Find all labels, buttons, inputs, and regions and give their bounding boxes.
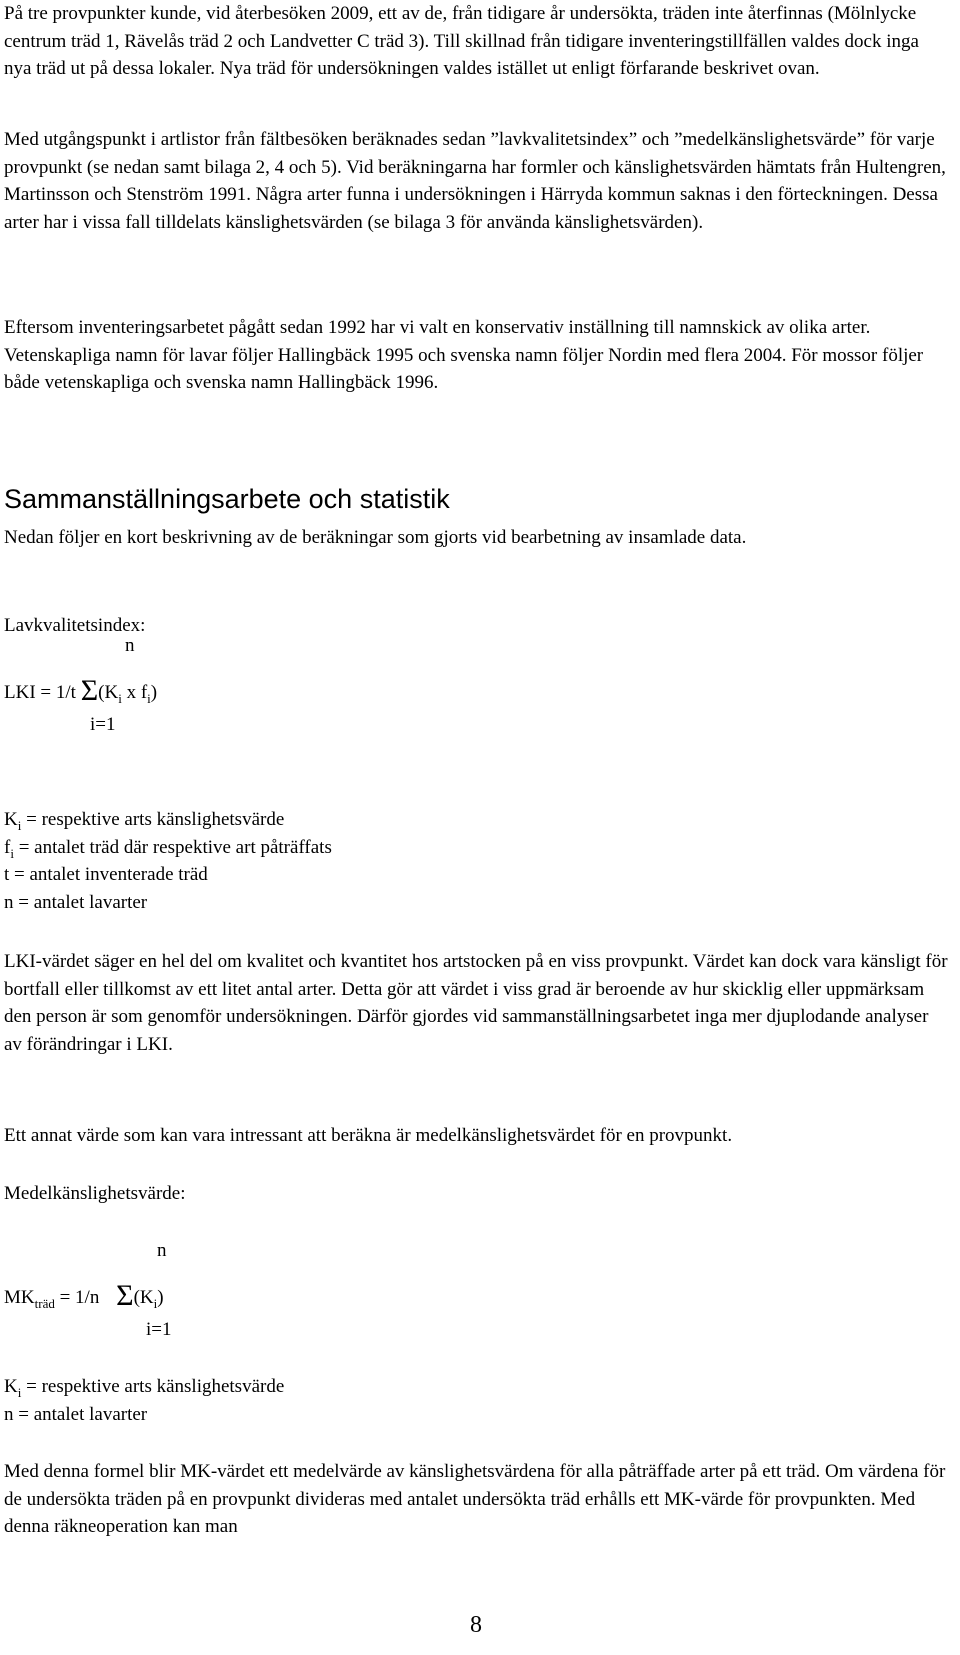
mk-upper-limit: n (157, 1240, 167, 1261)
lki-times: x f (121, 682, 148, 703)
mk-lhs-symbol: MK (4, 1287, 35, 1308)
mk-expression (4, 1280, 164, 1312)
lki-def-n: n = antalet lavarter (4, 891, 148, 913)
paragraph-index-calculation: Med utgångspunkt i artlistor från fältbesöken beräknades sedan ”lavkvalitetsindex” och ”medelkänslighetsvärde” för varje provpunkt (se nedan samt bilaga 2, 4 och 5). Vid beräkningarna har formler och känslighetsvärden hämtats från Hultengren, Martinsson och Stenström 1991. Några arter funna i undersökningen i Härryda kommun saknas i den förteckningen. Dessa arter har i vissa fall tilldelats känslighetsvärden (se bilaga 3 för använda känslighetsvärden). (4, 129, 946, 233)
lki-definitions (4, 806, 332, 916)
lki-term-close: ) (150, 682, 158, 703)
sigma-icon: Σ (80, 674, 99, 707)
page-number: 8 (470, 1612, 482, 1638)
paragraph-mk-discussion: Med denna formel blir MK-värdet ett medelvärde av känslighetsvärdena för alla påträffade arter på ett träd. Om värdena för de undersökta träden på en provpunkt divideras med antalet undersökta träd erhålls ett MK-värde för provpunkten. Med denna räkneoperation kan man (4, 1461, 946, 1537)
lki-lower-limit: i=1 (90, 714, 116, 735)
lki-expression (4, 675, 157, 707)
mk-term-open: (K (133, 1287, 154, 1308)
mk-definitions (4, 1373, 284, 1428)
lki-label: Lavkvalitetsindex: (4, 615, 146, 636)
mk-lower-limit: i=1 (146, 1319, 172, 1340)
mk-def-n: n = antalet lavarter (4, 1403, 148, 1425)
mk-def-k: $K_i$ = respektive arts känslighetsvärde (4, 1376, 285, 1400)
lki-k-subscript: i (118, 691, 122, 706)
paragraph-nomenclature: Eftersom inventeringsarbetet pågått sedan 1992 har vi valt en konservativ inställning till namnskick av olika arter. Vetenskapliga namn för lavar följer Hallingbäck 1995 och svenska namn följer Nordin med flera 2004. För mossor följer både vetenskapliga och svenska namn Hallingbäck 1996. (4, 317, 924, 393)
paragraph-tree-revisits: På tre provpunkter kunde, vid återbesöken 2009, ett av de, från tidigare år undersökta, träden inte återfinnas (Mölnlycke centrum träd 1, Rävelås träd 2 och Landvetter C träd 3). Till skillnad från tidigare inventeringstillfällen valdes dock inga nya träd ut på dessa lokaler. Nya träd för undersökningen valdes istället ut enligt förfarande beskrivet ovan. (4, 3, 919, 79)
mk-lhs-subscript: träd (34, 1296, 55, 1311)
lki-def-f: $f_i$ = antalet träd där respektive art påträffats (4, 836, 332, 861)
mk-formula (4, 1237, 404, 1347)
lki-upper-limit: n (125, 635, 135, 656)
mk-k-subscript: i (153, 1296, 158, 1311)
section-heading: Sammanställningsarbete och statistik (4, 484, 450, 514)
sigma-icon: Σ (116, 1279, 134, 1312)
mk-lhs-rest: = 1/n (54, 1287, 100, 1308)
lki-f-subscript: i (147, 691, 151, 706)
lki-term-open: (K (98, 682, 119, 703)
lki-def-k: $K_i$ = respektive arts känslighetsvärde (4, 809, 285, 833)
lki-lhs: LKI = 1/t (4, 682, 76, 703)
lki-def-t: t = antalet inventerade träd (4, 864, 208, 885)
paragraph-lki-discussion: LKI-värdet säger en hel del om kvalitet och kvantitet hos artstocken på en viss provpunkt. Värdet kan dock vara känsligt för bortfall eller tillkomst av ett litet antal arter. Detta gör att värdet i viss grad är beroende av hur skicklig eller uppmärksam den person är som genomför undersökningen. Därför gjordes vid sammanställningsarbetet inga mer djuplodande analyser av förändringar i LKI. (4, 951, 948, 1055)
paragraph-mk-intro: Ett annat värde som kan vara intressant att beräkna är medelkänslighetsvärdet för en provpunkt. (4, 1125, 733, 1146)
lki-formula (4, 632, 404, 742)
paragraph-section-intro: Nedan följer en kort beskrivning av de beräkningar som gjorts vid bearbetning av insamlade data. (4, 527, 747, 548)
mk-label: Medelkänslighetsvärde: (4, 1183, 186, 1204)
mk-term-close: ) (157, 1287, 164, 1308)
